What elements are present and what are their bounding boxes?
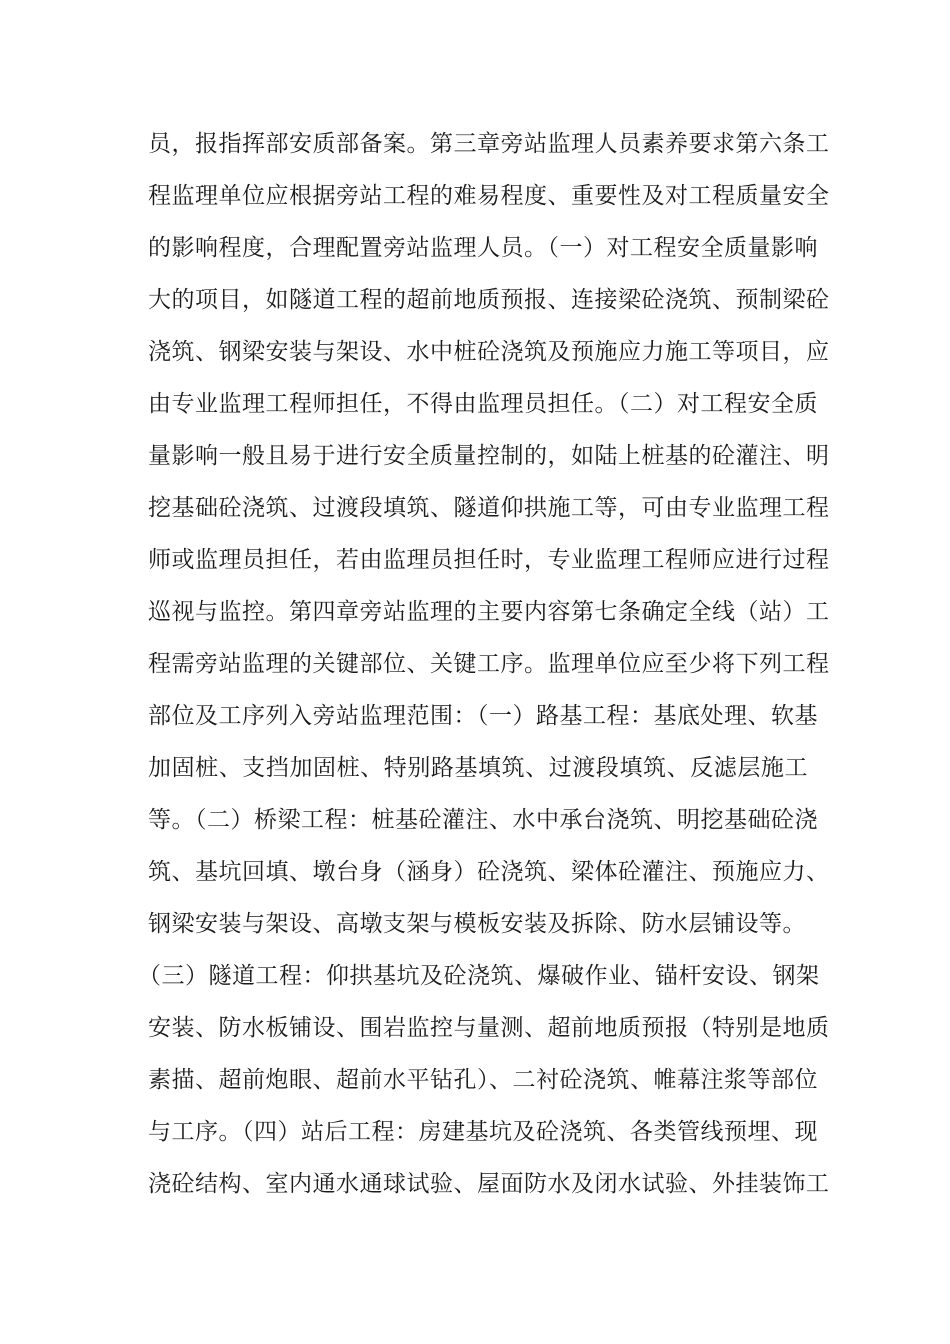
text-line: 浇筑、钢梁安装与架设、水中桩砼浇筑及预施应力施工等项目，应 bbox=[148, 339, 830, 365]
text-line: 部位及工序列入旁站监理范围：（一）路基工程：基底处理、软基 bbox=[148, 703, 818, 729]
text-line: 员，报指挥部安质部备案。第三章旁站监理人员素养要求第六条工 bbox=[148, 131, 830, 157]
text-line: 巡视与监控。第四章旁站监理的主要内容第七条确定全线（站）工 bbox=[148, 599, 830, 625]
text-line: 由专业监理工程师担任，不得由监理员担任。（二）对工程安全质 bbox=[148, 391, 818, 417]
text-line: 加固桩、支挡加固桩、特别路基填筑、过渡段填筑、反滤层施工 bbox=[148, 755, 808, 781]
text-line: （三）隧道工程：仰拱基坑及砼浇筑、爆破作业、锚杆安设、钢架 bbox=[138, 963, 820, 989]
text-line: 浇砼结构、室内通水通球试验、屋面防水及闭水试验、外挂装饰工 bbox=[148, 1171, 830, 1197]
text-line: 挖基础砼浇筑、过渡段填筑、隧道仰拱施工等，可由专业监理工程 bbox=[148, 495, 830, 521]
text-line: 安装、防水板铺设、围岩监控与量测、超前地质预报（特别是地质 bbox=[148, 1015, 830, 1041]
text-line: 的影响程度，合理配置旁站监理人员。（一）对工程安全质量影响 bbox=[148, 235, 818, 261]
text-line: 与工序。（四）站后工程：房建基坑及砼浇筑、各类管线预埋、现 bbox=[148, 1119, 818, 1145]
text-line: 程需旁站监理的关键部位、关键工序。监理单位应至少将下列工程 bbox=[148, 651, 830, 677]
text-line: 大的项目，如隧道工程的超前地质预报、连接梁砼浇筑、预制梁砼 bbox=[148, 287, 830, 313]
text-line: 量影响一般且易于进行安全质量控制的，如陆上桩基的砼灌注、明 bbox=[148, 443, 830, 469]
text-line: 师或监理员担任，若由监理员担任时，专业监理工程师应进行过程 bbox=[148, 547, 830, 573]
text-line: 钢梁安装与架设、高墩支架与模板安装及拆除、防水层铺设等。 bbox=[148, 911, 806, 937]
text-line: 程监理单位应根据旁站工程的难易程度、重要性及对工程质量安全 bbox=[148, 183, 830, 209]
body-text bbox=[138, 118, 830, 1210]
text-line: 等。（二）桥梁工程：桩基砼灌注、水中承台浇筑、明挖基础砼浇 bbox=[148, 807, 818, 833]
text-line: 筑、基坑回填、墩台身（涵身）砼浇筑、梁体砼灌注、预施应力、 bbox=[148, 859, 830, 885]
text-line: 素描、超前炮眼、超前水平钻孔）、二衬砼浇筑、帷幕注浆等部位 bbox=[148, 1067, 818, 1093]
